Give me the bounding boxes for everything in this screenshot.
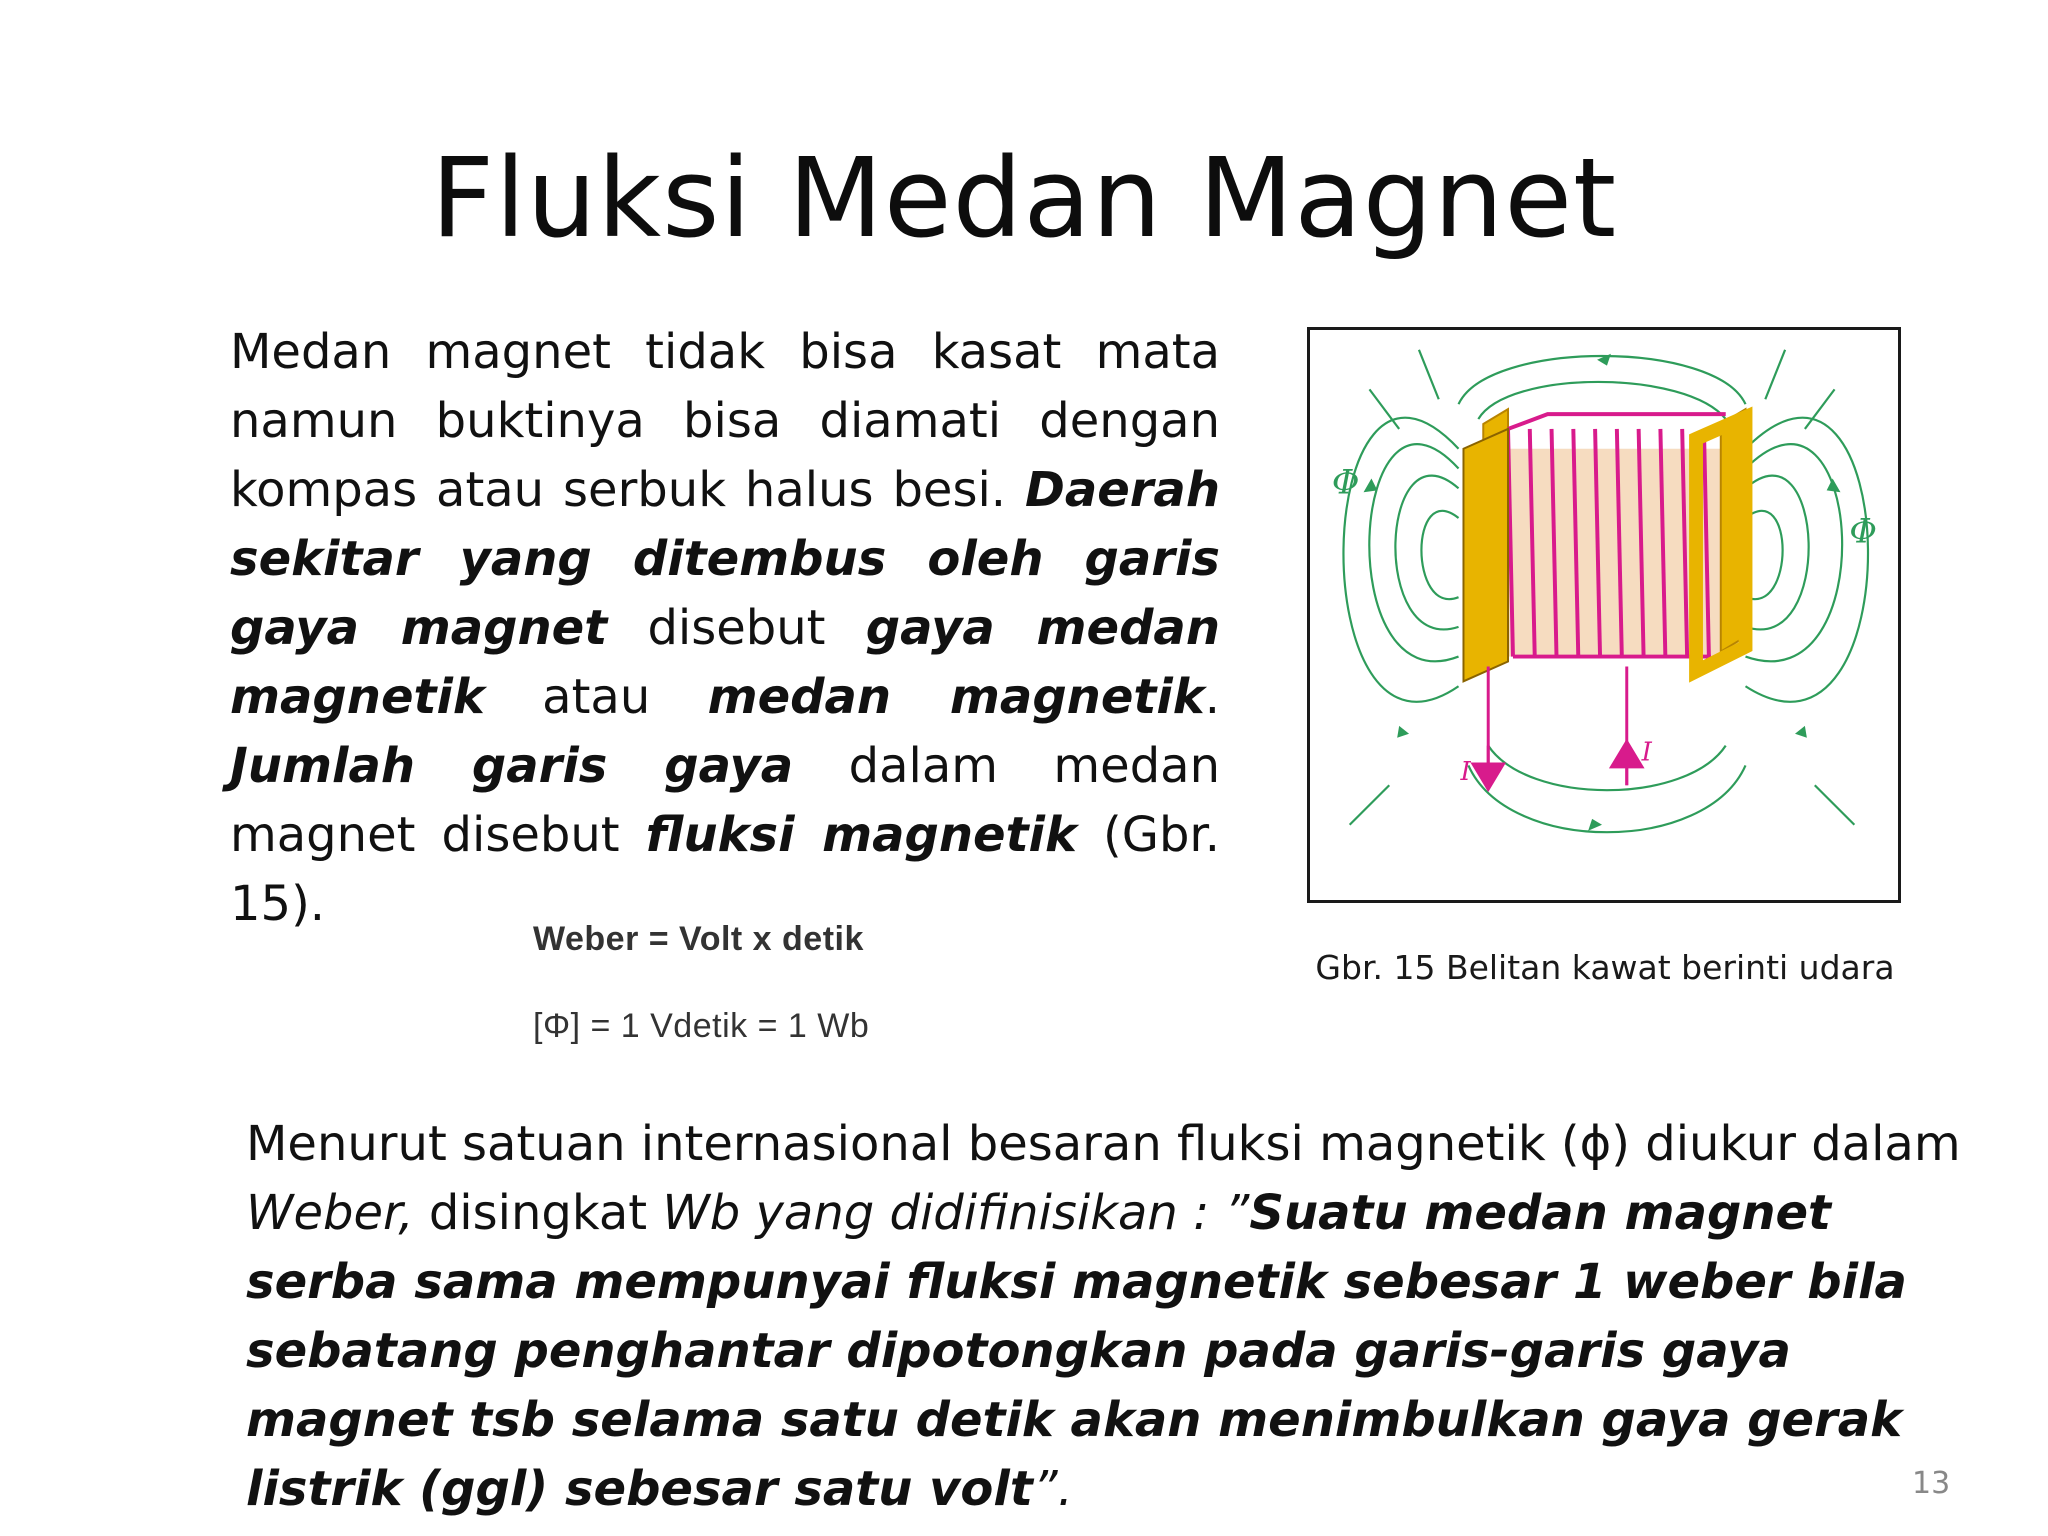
formula-weber: Weber = Volt x detik	[533, 920, 864, 958]
intro-text-6: (Gbr. 15).	[230, 807, 1221, 932]
intro-bold-3: medan magnetik	[707, 669, 1205, 725]
intro-text-4: .	[1204, 669, 1220, 725]
definition-text-2: disingkat	[413, 1185, 663, 1241]
page-number: 13	[1912, 1466, 1951, 1501]
intro-bold-4: Jumlah garis gaya	[230, 738, 794, 794]
intro-paragraph	[230, 318, 1220, 939]
coil-figure	[1307, 327, 1901, 903]
air-core	[1478, 449, 1725, 657]
formula-unit: [Φ] = 1 Vdetik = 1 Wb	[533, 1007, 870, 1045]
intro-text-1: Medan magnet tidak bisa kasat mata namun buktinya bisa diamati dengan kompas atau serbuk halus besi.	[230, 324, 1220, 518]
intro-bold-2: gaya medan magnetik	[230, 600, 1220, 725]
definition-italic-1: Weber,	[246, 1185, 414, 1241]
current-label-left: I	[1460, 757, 1471, 788]
definition-bold: Suatu medan magnet serba sama mempunyai fluksi magnetik sebesar 1 weber bila sebatang penghantar dipotongkan pada garis-garis gaya magnet tsb selama satu detik akan menimbulkan gaya gerak listrik (ggl) sebesar satu volt	[246, 1185, 1907, 1517]
definition-italic-3: ”.	[1032, 1461, 1073, 1517]
intro-text-5: dalam medan magnet disebut	[230, 738, 1220, 863]
current-leads	[1488, 666, 1627, 785]
figure-caption: Gbr. 15 Belitan kawat berinti udara	[1315, 948, 1895, 987]
coil-field-illustration	[1310, 330, 1898, 900]
current-label-right: I	[1641, 737, 1652, 768]
slide-title: Fluksi Medan Magnet	[430, 134, 1618, 262]
intro-bold-1: Daerah sekitar yang ditembus oleh garis gaya magnet	[230, 462, 1220, 656]
intro-text-3: atau	[484, 669, 708, 725]
phi-label-right: Φ	[1849, 511, 1877, 551]
phi-label-left: Φ	[1331, 462, 1360, 502]
frame-front-left	[1463, 429, 1508, 681]
definition-italic-2: Wb yang didifinisikan : ”	[662, 1185, 1250, 1241]
definition-paragraph	[246, 1110, 1966, 1524]
intro-bold-5: fluksi magnetik	[645, 807, 1077, 863]
definition-text-1: Menurut satuan internasional besaran fluksi magnetik (ɸ) diukur dalam	[246, 1116, 1961, 1172]
intro-text-2: disebut	[607, 600, 866, 656]
